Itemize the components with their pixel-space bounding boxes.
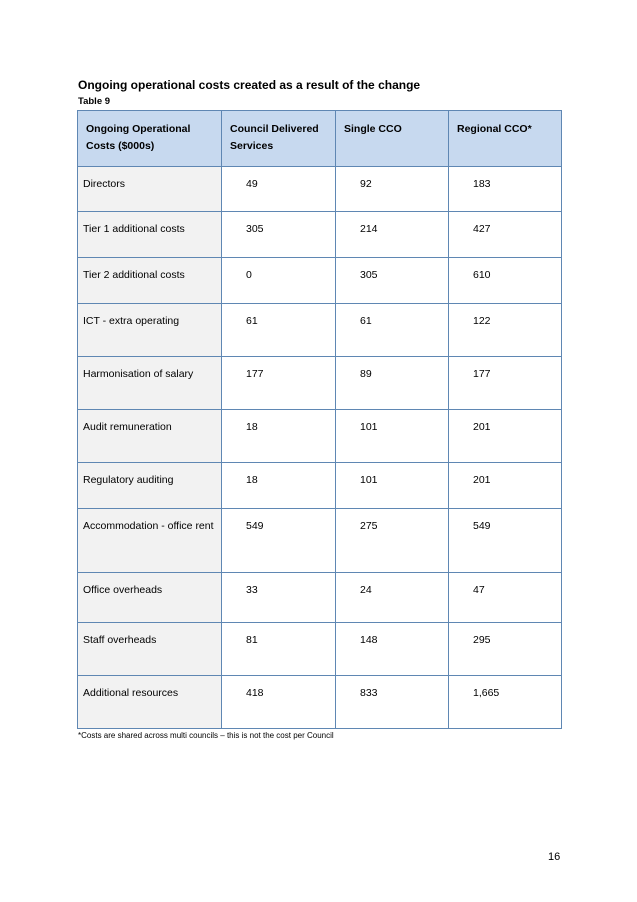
table-row — [78, 167, 562, 212]
row-label: Tier 1 additional costs — [78, 212, 222, 258]
regional-cco-value: 177 — [449, 357, 562, 410]
row-label: Harmonisation of salary — [78, 357, 222, 410]
regional-cco-value: 201 — [449, 410, 562, 463]
table-header-row — [78, 111, 562, 167]
single-cco-value: 305 — [336, 258, 449, 304]
table-row — [78, 212, 562, 258]
header-single-cco: Single CCO — [336, 111, 449, 167]
table-row — [78, 304, 562, 357]
table-row — [78, 410, 562, 463]
single-cco-value: 275 — [336, 509, 449, 573]
table-caption: Table 9 — [78, 96, 111, 107]
row-label: ICT - extra operating — [78, 304, 222, 357]
single-cco-value: 214 — [336, 212, 449, 258]
table-row — [78, 463, 562, 509]
council-delivered-value: 49 — [222, 167, 336, 212]
council-delivered-value: 549 — [222, 509, 336, 573]
single-cco-value: 61 — [336, 304, 449, 357]
regional-cco-value: 295 — [449, 623, 562, 676]
row-label: Accommodation - office rent — [78, 509, 222, 573]
single-cco-value: 101 — [336, 463, 449, 509]
page-number: 16 — [548, 851, 561, 863]
table-row — [78, 509, 562, 573]
council-delivered-value: 81 — [222, 623, 336, 676]
regional-cco-value: 183 — [449, 167, 562, 212]
regional-cco-value: 610 — [449, 258, 562, 304]
row-label: Tier 2 additional costs — [78, 258, 222, 304]
row-label: Office overheads — [78, 573, 222, 623]
row-label: Audit remuneration — [78, 410, 222, 463]
row-label: Additional resources — [78, 676, 222, 729]
council-delivered-value: 418 — [222, 676, 336, 729]
regional-cco-value: 47 — [449, 573, 562, 623]
regional-cco-value: 1,665 — [449, 676, 562, 729]
header-council-delivered: Council Delivered Services — [222, 111, 336, 167]
table-row — [78, 258, 562, 304]
row-label: Staff overheads — [78, 623, 222, 676]
single-cco-value: 24 — [336, 573, 449, 623]
single-cco-value: 148 — [336, 623, 449, 676]
council-delivered-value: 18 — [222, 463, 336, 509]
council-delivered-value: 61 — [222, 304, 336, 357]
table-row — [78, 623, 562, 676]
council-delivered-value: 177 — [222, 357, 336, 410]
single-cco-value: 833 — [336, 676, 449, 729]
single-cco-value: 92 — [336, 167, 449, 212]
table-footnote: *Costs are shared across multi councils – this is not the cost per Council — [78, 731, 334, 740]
header-regional-cco: Regional CCO* — [449, 111, 562, 167]
header-cost-item: Ongoing Operational Costs ($000s) — [78, 111, 222, 167]
council-delivered-value: 33 — [222, 573, 336, 623]
regional-cco-value: 427 — [449, 212, 562, 258]
regional-cco-value: 549 — [449, 509, 562, 573]
table-row — [78, 357, 562, 410]
table-row — [78, 676, 562, 729]
single-cco-value: 101 — [336, 410, 449, 463]
regional-cco-value: 122 — [449, 304, 562, 357]
council-delivered-value: 305 — [222, 212, 336, 258]
operational-costs-table — [77, 110, 562, 729]
document-title: Ongoing operational costs created as a result of the change — [78, 78, 421, 92]
regional-cco-value: 201 — [449, 463, 562, 509]
single-cco-value: 89 — [336, 357, 449, 410]
row-label: Regulatory auditing — [78, 463, 222, 509]
table-row — [78, 573, 562, 623]
council-delivered-value: 0 — [222, 258, 336, 304]
row-label: Directors — [78, 167, 222, 212]
council-delivered-value: 18 — [222, 410, 336, 463]
